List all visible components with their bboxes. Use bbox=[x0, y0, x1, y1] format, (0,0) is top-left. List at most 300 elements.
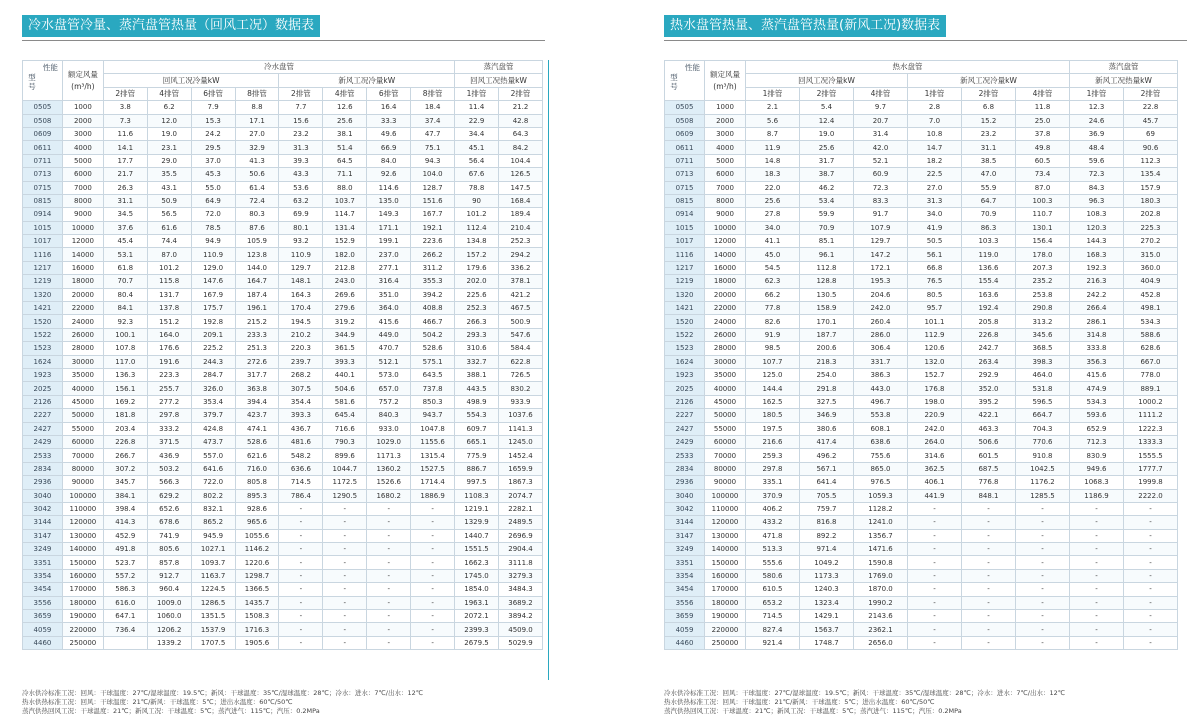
value-cell: 1285.5 bbox=[1016, 489, 1070, 502]
value-cell: 1286.5 bbox=[191, 596, 235, 609]
air-volume-cell: 28000 bbox=[62, 342, 103, 355]
air-volume-cell: 18000 bbox=[62, 275, 103, 288]
air-volume-cell: 24000 bbox=[705, 315, 746, 328]
value-cell: 76.5 bbox=[908, 275, 962, 288]
value-cell: 42.8 bbox=[498, 114, 542, 127]
value-cell: - bbox=[908, 596, 962, 609]
value-cell: 198.0 bbox=[908, 395, 962, 408]
perf-label: 性能 bbox=[685, 63, 700, 72]
value-cell: 498.1 bbox=[1124, 302, 1178, 315]
value-cell: 368.5 bbox=[1016, 342, 1070, 355]
value-cell: 15.2 bbox=[962, 114, 1016, 127]
value-cell: 314.8 bbox=[1070, 328, 1124, 341]
table-row bbox=[665, 355, 1178, 368]
value-cell: 196.1 bbox=[235, 302, 279, 315]
model-cell: 3351 bbox=[23, 556, 63, 569]
value-cell: 755.6 bbox=[854, 449, 908, 462]
table-row bbox=[665, 261, 1178, 274]
value-cell: 170.1 bbox=[800, 315, 854, 328]
air-volume-cell: 120000 bbox=[62, 516, 103, 529]
value-cell: 112.4 bbox=[455, 221, 499, 234]
model-cell: 1320 bbox=[665, 288, 705, 301]
table-row bbox=[23, 569, 543, 582]
value-cell: 16.4 bbox=[367, 101, 411, 114]
value-cell: 6.2 bbox=[147, 101, 191, 114]
value-cell: 45.3 bbox=[191, 168, 235, 181]
value-cell: - bbox=[323, 502, 367, 515]
value-cell: 1172.5 bbox=[323, 476, 367, 489]
value-cell: 233.3 bbox=[235, 328, 279, 341]
value-cell: 1662.3 bbox=[455, 556, 499, 569]
value-cell: 352.0 bbox=[962, 382, 1016, 395]
table-row bbox=[23, 328, 543, 341]
model-cell: 1219 bbox=[665, 275, 705, 288]
value-cell: 326.0 bbox=[191, 382, 235, 395]
value-cell: 84.2 bbox=[498, 141, 542, 154]
value-cell: - bbox=[323, 516, 367, 529]
value-cell: - bbox=[367, 610, 411, 623]
value-cell: 1360.2 bbox=[367, 462, 411, 475]
air-volume-cell: 28000 bbox=[705, 342, 746, 355]
table-row bbox=[23, 168, 543, 181]
value-cell: 332.7 bbox=[455, 355, 499, 368]
value-cell: 421.2 bbox=[498, 288, 542, 301]
value-cell: 554.3 bbox=[455, 409, 499, 422]
value-cell: 641.6 bbox=[191, 462, 235, 475]
value-cell: 776.8 bbox=[962, 476, 1016, 489]
value-cell: 72.3 bbox=[1070, 168, 1124, 181]
value-cell: 1047.8 bbox=[411, 422, 455, 435]
value-cell: - bbox=[908, 556, 962, 569]
value-cell: 277.1 bbox=[367, 261, 411, 274]
air-volume-cell: 55000 bbox=[62, 422, 103, 435]
value-cell: 167.9 bbox=[191, 288, 235, 301]
value-cell: - bbox=[411, 596, 455, 609]
value-cell: 100.1 bbox=[103, 328, 147, 341]
value-cell: 27.0 bbox=[908, 181, 962, 194]
value-cell: 830.2 bbox=[498, 382, 542, 395]
value-cell: 971.4 bbox=[800, 543, 854, 556]
value-cell: 131.7 bbox=[147, 288, 191, 301]
value-cell: 857.8 bbox=[147, 556, 191, 569]
air-volume-cell: 6000 bbox=[62, 168, 103, 181]
value-cell: 678.6 bbox=[147, 516, 191, 529]
value-cell: 239.7 bbox=[279, 355, 323, 368]
model-cell: 1523 bbox=[665, 342, 705, 355]
value-cell: 474.9 bbox=[1070, 382, 1124, 395]
value-cell: - bbox=[367, 623, 411, 636]
value-cell: 152.9 bbox=[323, 235, 367, 248]
value-cell: 202.8 bbox=[1124, 208, 1178, 221]
value-cell: 14.8 bbox=[746, 154, 800, 167]
value-cell: 108.3 bbox=[1070, 208, 1124, 221]
value-cell: 886.7 bbox=[455, 462, 499, 475]
model-cell: 2427 bbox=[23, 422, 63, 435]
value-cell: 31.3 bbox=[279, 141, 323, 154]
value-cell: 503.2 bbox=[147, 462, 191, 475]
air-volume-cell: 130000 bbox=[62, 529, 103, 542]
value-cell: - bbox=[1070, 529, 1124, 542]
value-cell: 584.4 bbox=[498, 342, 542, 355]
value-cell: 207.3 bbox=[1016, 261, 1070, 274]
value-cell: 39.3 bbox=[279, 154, 323, 167]
value-cell: 892.2 bbox=[800, 529, 854, 542]
value-cell: 496.7 bbox=[854, 395, 908, 408]
value-cell: 176.8 bbox=[908, 382, 962, 395]
value-cell: 80.4 bbox=[103, 288, 147, 301]
value-cell: 406.1 bbox=[908, 476, 962, 489]
value-cell: 1526.6 bbox=[367, 476, 411, 489]
table-row bbox=[665, 583, 1178, 596]
value-cell: 704.3 bbox=[1016, 422, 1070, 435]
air-volume-cell: 16000 bbox=[705, 261, 746, 274]
value-cell: 96.3 bbox=[1070, 194, 1124, 207]
value-cell: 179.6 bbox=[455, 261, 499, 274]
value-cell: 226.8 bbox=[103, 435, 147, 448]
air-volume-header-cell bbox=[705, 61, 746, 101]
value-cell: 218.3 bbox=[800, 355, 854, 368]
value-cell: 653.2 bbox=[746, 596, 800, 609]
model-cell: 4460 bbox=[665, 636, 705, 649]
value-cell: 346.9 bbox=[800, 409, 854, 422]
value-cell: 74.4 bbox=[147, 235, 191, 248]
value-cell: 2.8 bbox=[908, 101, 962, 114]
value-cell: 314.6 bbox=[908, 449, 962, 462]
value-cell: 1527.5 bbox=[411, 462, 455, 475]
value-cell: 2656.0 bbox=[854, 636, 908, 649]
value-cell: 610.5 bbox=[746, 583, 800, 596]
value-cell: - bbox=[1070, 583, 1124, 596]
table-row bbox=[665, 476, 1178, 489]
table-row bbox=[665, 368, 1178, 381]
value-cell: - bbox=[323, 636, 367, 649]
value-cell: - bbox=[908, 583, 962, 596]
value-cell: 790.3 bbox=[323, 435, 367, 448]
value-cell: 470.7 bbox=[367, 342, 411, 355]
value-cell: 96.1 bbox=[800, 248, 854, 261]
value-cell: 500.9 bbox=[498, 315, 542, 328]
value-cell: 48.4 bbox=[1070, 141, 1124, 154]
air-volume-cell: 35000 bbox=[62, 368, 103, 381]
value-cell: 71.1 bbox=[323, 168, 367, 181]
value-cell: 82.6 bbox=[746, 315, 800, 328]
value-cell: 172.1 bbox=[854, 261, 908, 274]
value-cell: 415.6 bbox=[1070, 368, 1124, 381]
value-cell: 15.6 bbox=[279, 114, 323, 127]
value-cell: 61.4 bbox=[235, 181, 279, 194]
value-cell: 220.3 bbox=[279, 342, 323, 355]
value-cell: 2.1 bbox=[746, 101, 800, 114]
value-cell: 840.3 bbox=[367, 409, 411, 422]
value-cell: - bbox=[962, 529, 1016, 542]
value-cell: 1146.2 bbox=[235, 543, 279, 556]
table-row bbox=[23, 556, 543, 569]
air-volume-cell: 26000 bbox=[62, 328, 103, 341]
value-cell: 394.4 bbox=[235, 395, 279, 408]
air-volume-cell: 14000 bbox=[705, 248, 746, 261]
value-cell: 128.7 bbox=[411, 181, 455, 194]
value-cell: 498.9 bbox=[455, 395, 499, 408]
value-cell: 50.5 bbox=[908, 235, 962, 248]
value-cell: 51.4 bbox=[323, 141, 367, 154]
value-cell: 581.6 bbox=[323, 395, 367, 408]
table-row bbox=[665, 610, 1178, 623]
value-cell: 33.3 bbox=[367, 114, 411, 127]
value-cell: 286.0 bbox=[854, 328, 908, 341]
value-cell: 66.9 bbox=[367, 141, 411, 154]
value-cell: 35.5 bbox=[147, 168, 191, 181]
value-cell: 356.3 bbox=[1070, 355, 1124, 368]
value-cell: 195.3 bbox=[854, 275, 908, 288]
value-cell: 467.5 bbox=[498, 302, 542, 315]
value-cell: - bbox=[323, 569, 367, 582]
value-cell: 466.7 bbox=[411, 315, 455, 328]
air-volume-cell: 80000 bbox=[62, 462, 103, 475]
air-volume-cell: 50000 bbox=[62, 409, 103, 422]
value-cell: 1111.2 bbox=[1124, 409, 1178, 422]
value-cell: 8.7 bbox=[746, 127, 800, 140]
value-cell: 80.3 bbox=[235, 208, 279, 221]
table-row bbox=[23, 194, 543, 207]
air-volume-cell: 1000 bbox=[62, 101, 103, 114]
model-cell: 4059 bbox=[23, 623, 63, 636]
value-cell: 463.3 bbox=[962, 422, 1016, 435]
value-cell: 1171.3 bbox=[367, 449, 411, 462]
air-volume-cell: 90000 bbox=[62, 476, 103, 489]
air-volume-cell: 220000 bbox=[62, 623, 103, 636]
value-cell: 1245.0 bbox=[498, 435, 542, 448]
value-cell: 513.3 bbox=[746, 543, 800, 556]
value-cell: 1000.2 bbox=[1124, 395, 1178, 408]
value-cell: 997.5 bbox=[455, 476, 499, 489]
value-cell: 4509.0 bbox=[498, 623, 542, 636]
air-volume-cell: 4000 bbox=[62, 141, 103, 154]
value-cell: 364.0 bbox=[367, 302, 411, 315]
value-cell: 316.4 bbox=[367, 275, 411, 288]
value-cell: 204.6 bbox=[854, 288, 908, 301]
value-cell: 12.4 bbox=[800, 114, 854, 127]
value-cell: 1590.8 bbox=[854, 556, 908, 569]
value-cell: 775.9 bbox=[455, 449, 499, 462]
value-cell: 162.5 bbox=[746, 395, 800, 408]
value-cell: 928.6 bbox=[235, 502, 279, 515]
value-cell: 1290.5 bbox=[323, 489, 367, 502]
value-cell: 1049.2 bbox=[800, 556, 854, 569]
value-cell: 2399.3 bbox=[455, 623, 499, 636]
value-cell: 667.0 bbox=[1124, 355, 1178, 368]
value-cell: 66.8 bbox=[908, 261, 962, 274]
value-cell: 129.7 bbox=[854, 235, 908, 248]
value-cell: 91.9 bbox=[746, 328, 800, 341]
table-row bbox=[665, 382, 1178, 395]
model-cell: 1421 bbox=[23, 302, 63, 315]
value-cell: 1219.1 bbox=[455, 502, 499, 515]
value-cell: 95.7 bbox=[908, 302, 962, 315]
table-row bbox=[23, 208, 543, 221]
value-cell: 92.6 bbox=[367, 168, 411, 181]
table-row bbox=[23, 275, 543, 288]
air-volume-cell: 110000 bbox=[705, 502, 746, 515]
value-cell: - bbox=[1124, 596, 1178, 609]
table-row bbox=[23, 502, 543, 515]
value-cell: 1366.5 bbox=[235, 583, 279, 596]
value-cell: 144.3 bbox=[1070, 235, 1124, 248]
value-cell: 120.3 bbox=[1070, 221, 1124, 234]
value-cell: 1163.7 bbox=[191, 569, 235, 582]
model-cell: 1217 bbox=[23, 261, 63, 274]
value-cell: 55.9 bbox=[962, 181, 1016, 194]
value-cell: 464.0 bbox=[1016, 368, 1070, 381]
value-cell: 714.5 bbox=[746, 610, 800, 623]
value-cell: 378.1 bbox=[498, 275, 542, 288]
table-row bbox=[23, 489, 543, 502]
value-cell: 277.2 bbox=[147, 395, 191, 408]
value-cell: - bbox=[323, 543, 367, 556]
value-cell: 181.8 bbox=[103, 409, 147, 422]
value-cell: 59.6 bbox=[1070, 154, 1124, 167]
row-count-header-3: 6排管 bbox=[191, 87, 235, 100]
value-cell: 1870.0 bbox=[854, 583, 908, 596]
value-cell: 93.2 bbox=[279, 235, 323, 248]
value-cell: 14.1 bbox=[103, 141, 147, 154]
value-cell: 203.4 bbox=[103, 422, 147, 435]
value-cell: 34.5 bbox=[103, 208, 147, 221]
value-cell: - bbox=[367, 583, 411, 596]
value-cell: - bbox=[908, 636, 962, 649]
value-cell: - bbox=[962, 543, 1016, 556]
value-cell: 452.9 bbox=[103, 529, 147, 542]
value-cell: 87.0 bbox=[147, 248, 191, 261]
value-cell: 31.7 bbox=[800, 154, 854, 167]
left-title-rule bbox=[22, 40, 545, 41]
value-cell: 50.6 bbox=[235, 168, 279, 181]
value-cell: 567.1 bbox=[800, 462, 854, 475]
value-cell: 1055.6 bbox=[235, 529, 279, 542]
air-volume-cell: 40000 bbox=[705, 382, 746, 395]
row-count-header-3: 4排管 bbox=[854, 87, 908, 100]
value-cell: 168.3 bbox=[1070, 248, 1124, 261]
value-cell: 865.2 bbox=[191, 516, 235, 529]
value-cell: 643.5 bbox=[411, 368, 455, 381]
table-row bbox=[665, 636, 1178, 649]
value-cell: 335.1 bbox=[746, 476, 800, 489]
row-count-header-7: 6排管 bbox=[367, 87, 411, 100]
value-cell: 37.4 bbox=[411, 114, 455, 127]
value-cell: 272.6 bbox=[235, 355, 279, 368]
air-volume-cell: 110000 bbox=[62, 502, 103, 515]
value-cell: 436.9 bbox=[147, 449, 191, 462]
value-cell: 1060.0 bbox=[147, 610, 191, 623]
value-cell: 34.0 bbox=[908, 208, 962, 221]
model-cell: 0713 bbox=[665, 168, 705, 181]
row-count-header-5: 2排管 bbox=[279, 87, 323, 100]
value-cell: 137.8 bbox=[147, 302, 191, 315]
value-cell: 1435.7 bbox=[235, 596, 279, 609]
value-cell: - bbox=[908, 502, 962, 515]
value-cell: 147.5 bbox=[498, 181, 542, 194]
value-cell: 53.4 bbox=[800, 194, 854, 207]
air-volume-cell: 170000 bbox=[705, 583, 746, 596]
value-cell: 148.1 bbox=[279, 275, 323, 288]
value-cell: 182.0 bbox=[323, 248, 367, 261]
value-cell: 327.5 bbox=[800, 395, 854, 408]
model-cell: 2834 bbox=[665, 462, 705, 475]
value-cell: 395.2 bbox=[962, 395, 1016, 408]
value-cell: 11.4 bbox=[455, 101, 499, 114]
value-cell: 23.2 bbox=[279, 127, 323, 140]
value-cell: 50.9 bbox=[147, 194, 191, 207]
value-cell: 164.3 bbox=[279, 288, 323, 301]
value-cell: 72.0 bbox=[191, 208, 235, 221]
value-cell: 506.6 bbox=[962, 435, 1016, 448]
value-cell: 608.1 bbox=[854, 422, 908, 435]
value-cell: 38.7 bbox=[800, 168, 854, 181]
model-cell: 1116 bbox=[665, 248, 705, 261]
air-volume-cell: 10000 bbox=[62, 221, 103, 234]
model-cell: 0815 bbox=[23, 194, 63, 207]
value-cell: 87.6 bbox=[235, 221, 279, 234]
air-volume-cell: 12000 bbox=[705, 235, 746, 248]
value-cell: 29.0 bbox=[147, 154, 191, 167]
condition-header-2: 新风工况冷量kW bbox=[908, 74, 1070, 87]
value-cell: 778.0 bbox=[1124, 368, 1178, 381]
air-volume-cell: 190000 bbox=[705, 610, 746, 623]
value-cell: 114.6 bbox=[367, 181, 411, 194]
table-row bbox=[23, 516, 543, 529]
value-cell: 504.2 bbox=[411, 328, 455, 341]
value-cell: 1659.9 bbox=[498, 462, 542, 475]
row-count-header-4: 8排管 bbox=[235, 87, 279, 100]
value-cell: 371.5 bbox=[147, 435, 191, 448]
value-cell: 112.3 bbox=[1124, 154, 1178, 167]
value-cell: 1471.6 bbox=[854, 543, 908, 556]
value-cell: 1716.3 bbox=[235, 623, 279, 636]
value-cell: - bbox=[411, 610, 455, 623]
value-cell: - bbox=[323, 623, 367, 636]
value-cell: 266.2 bbox=[411, 248, 455, 261]
value-cell: 84.1 bbox=[103, 302, 147, 315]
value-cell: 895.3 bbox=[235, 489, 279, 502]
value-cell: 441.9 bbox=[908, 489, 962, 502]
value-cell: 242.0 bbox=[908, 422, 962, 435]
value-cell: - bbox=[908, 529, 962, 542]
row-count-header-4: 1排管 bbox=[908, 87, 962, 100]
value-cell: 155.4 bbox=[962, 275, 1016, 288]
value-cell: - bbox=[1070, 569, 1124, 582]
model-cell: 1116 bbox=[23, 248, 63, 261]
model-cell: 1421 bbox=[665, 302, 705, 315]
value-cell: 22.9 bbox=[455, 114, 499, 127]
table-row bbox=[665, 395, 1178, 408]
value-cell: 170.4 bbox=[279, 302, 323, 315]
model-cell: 3556 bbox=[665, 596, 705, 609]
value-cell: 1452.4 bbox=[498, 449, 542, 462]
table-row bbox=[23, 435, 543, 448]
value-cell: 47.0 bbox=[962, 168, 1016, 181]
value-cell: - bbox=[367, 516, 411, 529]
table-row bbox=[665, 422, 1178, 435]
value-cell: - bbox=[279, 556, 323, 569]
value-cell: 1186.9 bbox=[1070, 489, 1124, 502]
value-cell: 1240.3 bbox=[800, 583, 854, 596]
value-cell: 1329.9 bbox=[455, 516, 499, 529]
value-cell: 566.3 bbox=[147, 476, 191, 489]
value-cell: 132.0 bbox=[908, 355, 962, 368]
value-cell: 832.1 bbox=[191, 502, 235, 515]
value-cell: 307.2 bbox=[103, 462, 147, 475]
model-cell: 2126 bbox=[665, 395, 705, 408]
model-cell: 3147 bbox=[23, 529, 63, 542]
